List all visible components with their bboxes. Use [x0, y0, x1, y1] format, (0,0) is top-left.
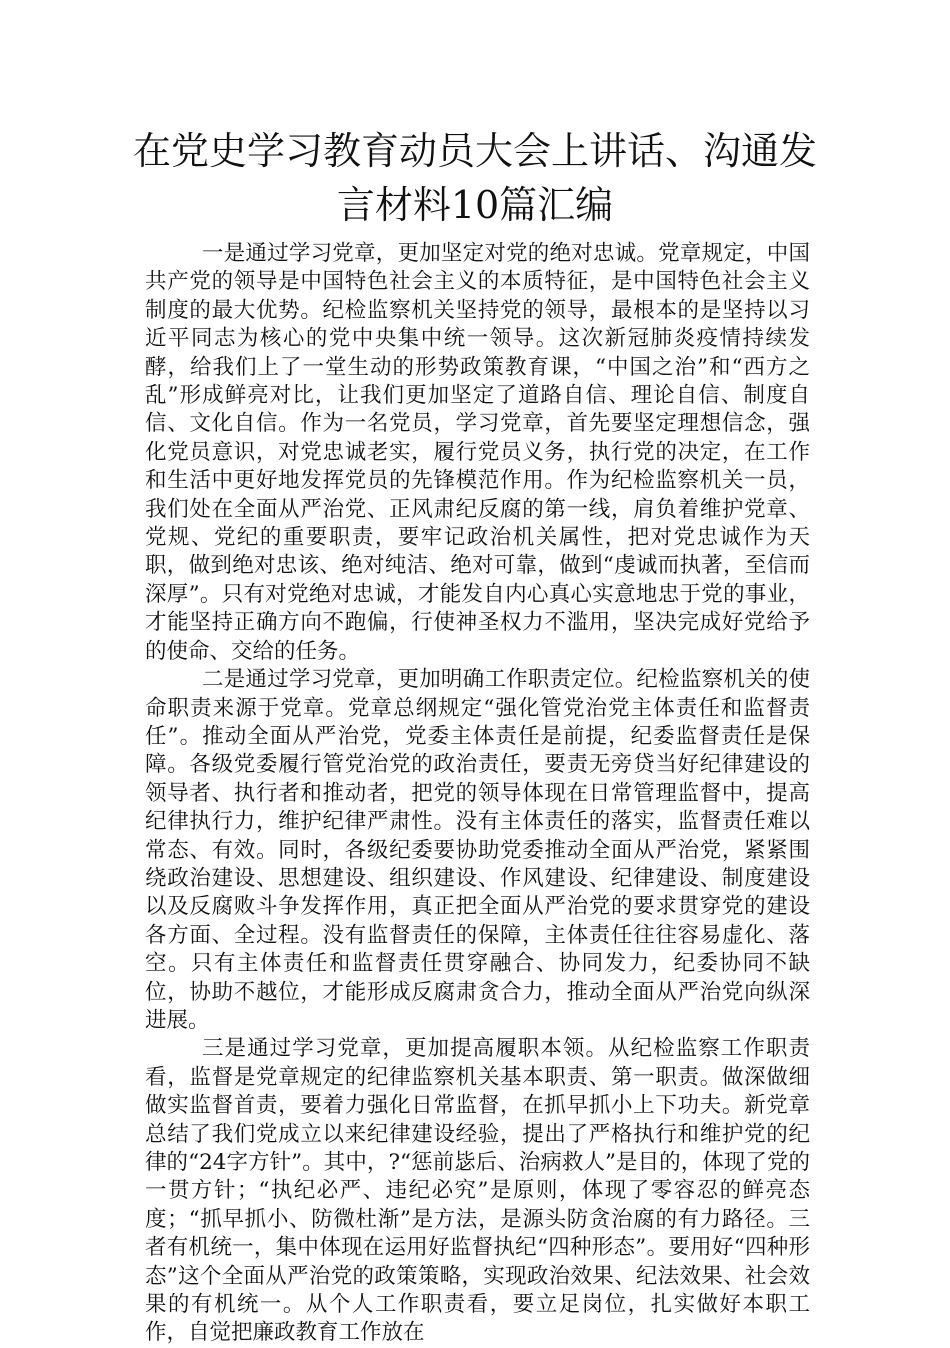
paragraph-1: 一是通过学习党章，更加坚定对党的绝对忠诚。党章规定，中国共产党的领导是中国特色社会主义的本质特征，是中国特色社会主义制度的最大优势。纪检监察机关坚持党的领导，最根本的是坚持以习近平同志为核心的党中央集中统一领导。这次新冠肺炎疫情持续发酵，给我们上了一堂生动的形势政策教育课，“中国之治”和“西方之乱”形成鲜亮对比，让我们更加坚定了道路自信、理论自信、制度自信、文化自信。作为一名党员，学习党章，首先要坚定理想信念，强化党员意识，对党忠诚老实，履行党员义务，执行党的决定，在工作和生活中更好地发挥党员的先锋模范作用。作为纪检监察机关一员，我们处在全面从严治党、正风肃纪反腐的第一线，肩负着维护党章、党规、党纪的重要职责，要牢记政治机关属性，把对党忠诚作为天职，做到绝对忠该、绝对纯洁、绝对可靠，做到“虔诚而执著，至信而深厚”。只有对党绝对忠诚，才能发自内心真心实意地忠于党的事业，才能坚持正确方向不跑偏，行使神圣权力不滥用，坚决完成好党给予的使命、交给的任务。	[145, 241, 810, 664]
paragraph-2: 二是通过学习党章，更加明确工作职责定位。纪检监察机关的使命职责来源于党章。党章总纲规定“强化管党治党主体责任和监督责任”。推动全面从严治党，党委主体责任是前提，纪委监督责任是保障。各级党委履行管党治党的政治责任，要责无旁贷当好纪律建设的领导者、执行者和推动者，把党的领导体现在日常管理监督中，提高纪律执行力，维护纪律严肃性。没有主体责任的落实，监督责任难以常态、有效。同时，各级纪委要协助党委推动全面从严治党，紧紧围绕政治建设、思想建设、组织建设、作风建设、纪律建设、制度建设以及反腐败斗争发挥作用，真正把全面从严治党的要求贯穿党的建设各方面、全过程。没有监督责任的保障，主体责任往往容易虚化、落空。只有主体责任和监督责任贯穿融合、协同发力，纪委协同不缺位，协助不越位，才能形成反腐肃贪合力，推动全面从严治党向纵深进展。	[145, 667, 810, 1033]
document-title: 在党史学习教育动员大会上讲话、沟通发言材料10篇汇编	[132, 129, 817, 227]
paragraph-3: 三是通过学习党章，更加提高履职本领。从纪检监察工作职责看，监督是党章规定的纪律监察机关基本职责、第一职责。做深做细做实监督首责，要着力强化日常监督，在抓早抓小上下功夫。新党章总结了我们党成立以来纪律建设经验，提出了严格执行和维护党的纪律的“24字方针”。其中，?“惩前毖后、治病救人”是目的，体现了党的一贯方针；“执纪必严、违纪必究”是原则，体现了零容忍的鲜亮态度；“抓早抓小、防微杜渐”是方法，是源头防贪治腐的有力路径。三者有机统一，集中体现在运用好监督执纪“四种形态”。要用好“四种形态”这个全面从严治党的政策策略，实现政治效果、纪法效果、社会效果的有机统一。从个人工作职责看，要立足岗位，扎实做好本职工作，自觉把廉政教育工作放在	[145, 1036, 810, 1346]
document-body	[145, 240, 810, 1348]
